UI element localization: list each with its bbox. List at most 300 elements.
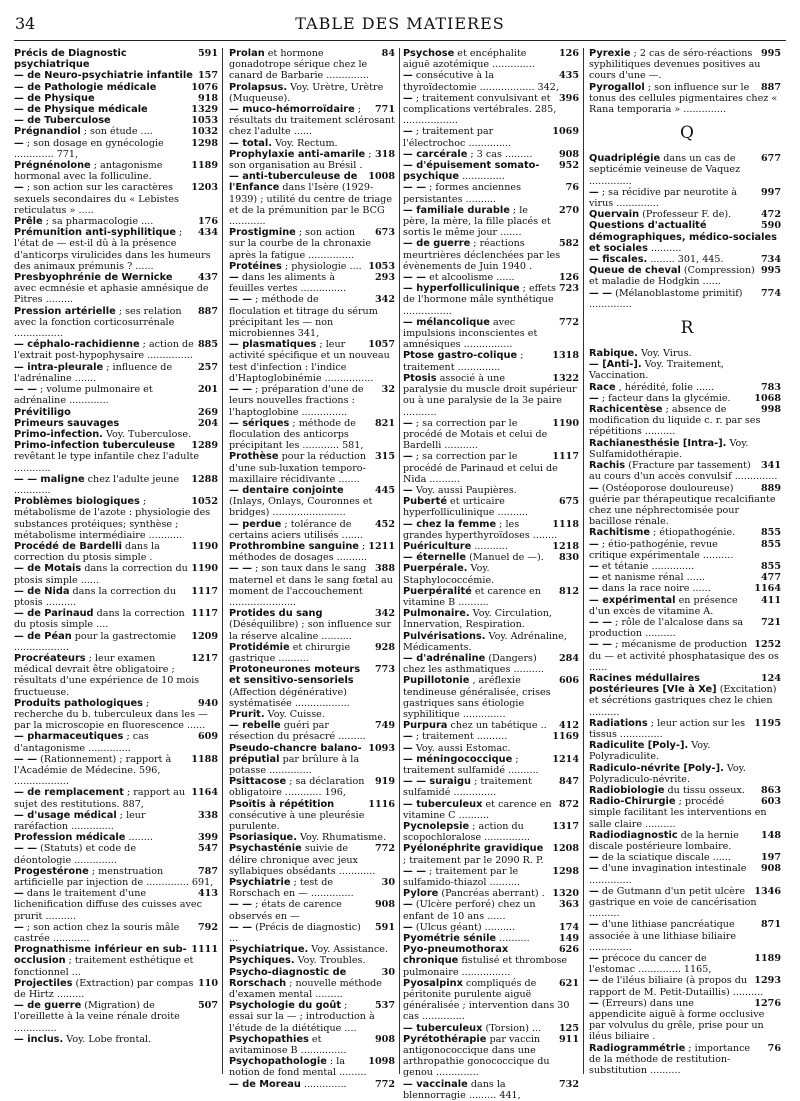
- page-reference: 507: [195, 1000, 218, 1011]
- page-reference: 1117: [188, 608, 218, 619]
- index-term: — carcérale: [403, 148, 468, 160]
- index-term: —: [403, 417, 413, 429]
- index-term: Pyrogallol: [589, 81, 645, 93]
- index-description: ; action du scopochloralose ...............: [403, 821, 530, 844]
- index-entry: [229, 272, 395, 294]
- index-description: (Fracture par tassement) au cours d'un accès convulsif ..............: [589, 460, 778, 483]
- page-reference: 918: [195, 93, 218, 104]
- index-description: ; tolérance de certains aciers utilisés .......: [229, 518, 363, 541]
- index-term: — —: [229, 294, 253, 306]
- index-entry: [229, 541, 395, 563]
- index-entry: [403, 720, 579, 731]
- page-reference: 396: [556, 93, 579, 104]
- index-description: compliqués de péritonite purulente aiguë généralisée ; intervention dans 30 cas ..............: [403, 977, 570, 1023]
- index-description: (Précis de diagnostic) ...: [229, 921, 361, 945]
- index-entry: [14, 787, 218, 809]
- index-entry: [589, 796, 781, 830]
- index-description: ..............: [303, 1078, 347, 1090]
- page-reference: 908: [372, 899, 395, 910]
- page-reference: 1190: [188, 541, 218, 552]
- index-description: dans les aliments à feuilles vertes ...............: [229, 272, 347, 295]
- index-description: (Affection dégénérative) systématisée ..................: [229, 686, 350, 709]
- page-reference: 1208: [549, 843, 579, 854]
- page-reference: 1298: [188, 138, 218, 149]
- page-reference: 1190: [188, 563, 218, 574]
- page-reference: 863: [758, 785, 781, 796]
- index-entry: [14, 586, 218, 608]
- index-entry: [403, 866, 579, 888]
- index-term: Produits pathologiques: [14, 697, 143, 709]
- index-term: — de Motais: [14, 563, 82, 575]
- index-term: Rachianesthésie [Intra-].: [589, 437, 727, 449]
- index-description: ; traitement ..........: [415, 731, 508, 743]
- index-description: ; rôle de l'alcalose dans sa production ..........: [589, 616, 744, 640]
- index-description: (Ulcère perforé) chez un enfant de 10 ans ......: [403, 899, 536, 922]
- index-description: et alcoolisme ......: [429, 272, 515, 284]
- index-term: Radiogrammétrie: [589, 1042, 686, 1054]
- index-description: ; métabolisme de l'azote : physiologie des substances protéiques; synthèse ; métabolisme intermédiaire ...........: [14, 496, 211, 541]
- index-term: Psychose: [403, 48, 455, 59]
- index-term: — méningococcique: [403, 753, 513, 765]
- index-description: ; importance de la méthode de restitution-substitution ..........: [589, 1042, 751, 1077]
- index-term: — perdue: [229, 518, 282, 530]
- index-entry: [589, 483, 781, 528]
- page-reference: 201: [195, 384, 218, 395]
- index-entry: [403, 451, 579, 485]
- index-entry: [229, 104, 395, 138]
- page-reference: 1218: [549, 541, 579, 552]
- index-entry: [14, 339, 218, 361]
- index-description: (Manuel de —).: [469, 552, 544, 564]
- index-term: Questions d'actualité démographiques, médico-sociales et sociales: [589, 220, 777, 254]
- index-term: Pression artérielle: [14, 305, 116, 317]
- page-reference: 787: [195, 866, 218, 877]
- index-description: et avitaminose B ...............: [229, 1033, 347, 1057]
- index-description: ; influence de l'adrénaline .......: [14, 361, 173, 384]
- index-term: —: [14, 137, 24, 149]
- page-reference: 1298: [549, 866, 579, 877]
- index-term: — —: [589, 639, 613, 651]
- index-term: —: [589, 583, 599, 595]
- page-reference: 148: [758, 830, 781, 841]
- index-description: ; son taux dans le sang maternel et dans le sang fœtal au moment de l'accouchement ......................: [229, 563, 393, 608]
- index-entry: [403, 552, 579, 563]
- index-description: Voy. Assistance.: [311, 944, 388, 956]
- index-description: avec impulsions inconscientes et amnésiques ................: [403, 316, 538, 351]
- page-reference: 1069: [549, 126, 579, 137]
- index-term: Prothèse: [229, 451, 279, 463]
- index-entry: [14, 496, 218, 541]
- index-term: Pyo-pneumothorax chronique: [403, 944, 509, 967]
- page-reference: 435: [556, 70, 579, 81]
- page-reference: 1203: [188, 182, 218, 193]
- index-term: — de Parinaud: [14, 608, 94, 620]
- index-term: Prostigmine: [229, 227, 296, 239]
- index-term: —: [589, 885, 599, 897]
- page-reference: 1164: [188, 787, 218, 798]
- index-entry: [14, 429, 218, 440]
- index-entry: [14, 82, 218, 93]
- index-description: ; procédé simple facilitant les interventions en salle claire ..........: [589, 796, 767, 830]
- index-term: — —: [403, 182, 427, 194]
- index-term: — vaccinale: [403, 1078, 468, 1090]
- page-reference: 908: [372, 1034, 395, 1045]
- index-term: —: [229, 272, 239, 284]
- page-reference: 342: [372, 294, 395, 305]
- page-reference: 413: [195, 888, 218, 899]
- index-term: Pyrexie: [589, 48, 631, 59]
- index-entry: [403, 519, 579, 541]
- index-description: ; traitement sulfamidé ..........: [403, 753, 539, 776]
- index-entry: [229, 1079, 395, 1090]
- page-reference: 1032: [188, 126, 218, 137]
- index-description: ; traitement par le 2090 R. P.: [403, 854, 544, 866]
- index-term: Psittacose: [229, 776, 287, 788]
- page-reference: 772: [372, 1079, 395, 1090]
- index-description: (Mélanoblastome primitif) ..............: [589, 287, 743, 310]
- index-entry: [589, 886, 781, 920]
- index-description: ; étio-pathogénie, revue critique expérimentale ..........: [589, 538, 734, 561]
- index-entry: [589, 187, 781, 209]
- index-term: — tuberculeux: [403, 798, 483, 810]
- page-reference: 677: [758, 153, 781, 164]
- index-entry: [589, 265, 781, 287]
- page-reference: 626: [556, 944, 579, 955]
- index-entry: [403, 160, 579, 182]
- index-entry: [403, 922, 579, 933]
- index-description: ; recherche du b. tuberculeux dans les — par la microscopie en fluorescence ......: [14, 697, 208, 732]
- index-description: Voy. Rectum.: [275, 137, 338, 149]
- index-term: —: [589, 863, 599, 875]
- index-description: (Ulcus géant) ..........: [415, 921, 516, 933]
- index-entry: [229, 563, 395, 608]
- page-reference: 32: [379, 384, 395, 395]
- index-entry: [14, 104, 218, 115]
- index-term: Psychasténie: [229, 843, 302, 855]
- index-entry: [14, 272, 218, 306]
- index-term: — —: [403, 272, 427, 284]
- index-description: (Dangers) chez les asthmatiques ..........: [403, 652, 544, 676]
- header-rule: [14, 40, 786, 41]
- index-term: — pharmaceutiques: [14, 731, 124, 743]
- page-reference: 940: [195, 698, 218, 709]
- index-term: — chez la femme: [403, 518, 497, 530]
- index-entry: [589, 539, 781, 561]
- page-reference: 437: [195, 272, 218, 283]
- index-description: revêtant le type infantile chez l'adulte ............: [14, 451, 200, 474]
- page-reference: 606: [556, 675, 579, 686]
- index-entry: [589, 975, 781, 997]
- index-entry: [14, 608, 218, 630]
- index-description: dans l'Isère (1929-1939) ; utilité du centre de triage et de la prémunition par le BCG ............: [229, 182, 392, 228]
- index-entry: [403, 205, 579, 239]
- index-entry: [589, 595, 781, 617]
- index-entry: [403, 821, 579, 843]
- index-description: suivie de délire chronique avec jeux syllabiques obsédants ............: [229, 843, 376, 877]
- index-description: ; cas d'antagonisme ..............: [14, 731, 149, 754]
- index-entry: [14, 306, 218, 340]
- index-description: ; volume pulmonaire et adrénaline .............: [14, 384, 153, 407]
- index-description: ; test de Rorschach en — ..............: [229, 877, 354, 900]
- index-description: (Inlays, Onlays, Couronnes et bridges) ........................: [229, 496, 373, 519]
- index-term: Pulvérisations.: [403, 630, 486, 642]
- index-description: ; leur examen médical devrait être obligatoire ; résultats d'une expérience de 10 mois fructueuse.: [14, 652, 200, 698]
- index-entry: [229, 294, 395, 339]
- index-term: Ptose gastro-colique: [403, 350, 518, 362]
- index-description: ; les grandes hyperthyroïdoses ........: [403, 518, 558, 541]
- page-reference: 603: [758, 796, 781, 807]
- index-term: —: [589, 572, 599, 584]
- page-reference: 1276: [751, 998, 781, 1009]
- index-description: guéri par résection du présacré .........: [229, 720, 366, 743]
- index-entry: [403, 485, 579, 496]
- index-description: Voy. Urètre, Urètre (Muqueuse).: [229, 81, 384, 104]
- index-term: —: [589, 482, 599, 494]
- index-term: Puériculture: [403, 540, 472, 552]
- index-entry: [589, 740, 781, 762]
- index-entry: [229, 799, 395, 833]
- index-entry: [403, 731, 579, 742]
- page-reference: 204: [195, 418, 218, 429]
- index-entry: [14, 216, 218, 227]
- index-term: —: [403, 921, 413, 933]
- index-description: ; antagonisme hormonal avec la folliculine.: [14, 160, 163, 183]
- index-term: —: [403, 126, 413, 138]
- index-description: et nanisme rénal ......: [601, 572, 705, 584]
- page-reference: 1053: [365, 261, 395, 272]
- index-description: ; 2 cas de séro-réactions syphilitiques devenues positives au cours d'une —.: [589, 48, 761, 82]
- index-description: ; effets de l'hormone mâle synthétique ................: [403, 283, 556, 317]
- index-entry: [403, 283, 579, 317]
- index-entry: [589, 209, 781, 220]
- index-description: (Professeur F. de).: [642, 209, 732, 221]
- index-entry: [589, 254, 781, 265]
- page-reference: 771: [372, 104, 395, 115]
- page-reference: 1093: [365, 743, 395, 754]
- index-description: ; traitement esthétique et fonctionnel ...: [14, 955, 194, 978]
- page-reference: 399: [195, 832, 218, 843]
- index-description: ; sa correction par le procédé de Motais et celui de Bardelli ...........: [403, 417, 548, 452]
- index-description: ; préparation d'une de leurs nouvelles fractions : l'haptoglobine ...............: [229, 384, 364, 418]
- page-reference: 908: [758, 863, 781, 874]
- index-entry: [14, 698, 218, 732]
- page-reference: 125: [556, 1023, 579, 1034]
- index-term: —: [589, 997, 599, 1009]
- index-entry: [14, 653, 218, 698]
- index-description: Voy. Polyradiculite.: [589, 740, 711, 763]
- index-entry: [14, 227, 218, 272]
- index-entry: [403, 317, 579, 351]
- index-description: ; formes anciennes persistantes ..........: [403, 182, 521, 205]
- index-entry: [229, 776, 395, 798]
- index-description: ; leur activité spécifique et un nouveau test d'infection : l'indice d'Haptoglobinémie ................: [229, 339, 390, 384]
- index-entry: [14, 631, 218, 653]
- index-description: ; traitement par l'électrochoc ..............: [403, 126, 512, 149]
- page-reference: 1289: [188, 440, 218, 451]
- index-entry: [403, 1079, 579, 1101]
- index-term: Prégnénolone: [14, 160, 91, 172]
- index-term: Puberté: [403, 496, 447, 508]
- index-entry: [403, 496, 579, 518]
- index-term: Presbyophrénie de Wernicke: [14, 272, 173, 284]
- index-term: — de guerre: [14, 1000, 82, 1012]
- index-entry: [14, 474, 218, 496]
- index-description: ; absence de modification du liquide c. r. par ses répétitions ..........: [589, 404, 761, 438]
- index-term: Prothrombine sanguine: [229, 540, 359, 552]
- index-description: par brûlure à la potasse ..............: [229, 753, 360, 776]
- index-term: — de guerre: [403, 238, 471, 250]
- page-reference: 1317: [549, 821, 579, 832]
- page-reference: 1068: [751, 393, 781, 404]
- index-term: Pseudo-chancre balano-préputial: [229, 742, 362, 765]
- page-reference: 1329: [188, 104, 218, 115]
- index-entry: [229, 664, 395, 709]
- page-reference: 1008: [365, 171, 395, 182]
- index-entry: [589, 617, 781, 639]
- index-description: ; son dosage en gynécologie ............. 771,: [14, 137, 164, 160]
- index-description: et carence en vitamine C ..........: [403, 798, 552, 821]
- index-term: — —: [589, 287, 613, 299]
- index-term: Quervain: [589, 209, 640, 221]
- page-reference: 1320: [549, 888, 579, 899]
- index-entry: [403, 776, 579, 798]
- index-term: Protides du sang: [229, 608, 323, 620]
- index-description: ..........: [499, 933, 530, 945]
- index-entry: [14, 866, 218, 888]
- page-reference: 830: [556, 552, 579, 563]
- index-entry: [403, 238, 579, 272]
- page-reference: 855: [758, 527, 781, 538]
- index-entry: [589, 438, 781, 460]
- index-term: — de Tuberculose: [14, 115, 111, 127]
- index-description: : la notion de fond mental .........: [229, 1056, 367, 1079]
- page-reference: 774: [758, 288, 781, 299]
- index-entry: [589, 863, 781, 885]
- index-term: Précis de Diagnostic psychiatrique: [14, 48, 127, 71]
- index-term: — fiscales.: [589, 254, 648, 266]
- index-term: Psycho-diagnostic de Rorschach: [229, 966, 347, 989]
- index-description: pour la gastrectomie ..................: [14, 630, 177, 653]
- page-reference: 887: [195, 306, 218, 317]
- index-description: de la hernie discale postérieure lombaire.: [589, 829, 739, 852]
- index-entry: [589, 288, 781, 310]
- page-reference: 1195: [751, 718, 781, 729]
- index-term: Protéines: [229, 260, 282, 272]
- index-description: Voy. Traitement, Vaccination.: [589, 359, 724, 382]
- index-term: —: [589, 392, 599, 404]
- index-entry: [229, 485, 395, 519]
- page-reference: 847: [556, 776, 579, 787]
- index-term: — inclus.: [14, 1033, 64, 1045]
- index-description: dans la correction du ptosis ..........: [14, 585, 177, 608]
- index-entry: [589, 561, 781, 572]
- index-description: (Migration) de l'oreillette à la veine rénale droite ..............: [14, 1000, 180, 1034]
- index-term: — d'usage médical: [14, 809, 117, 821]
- index-term: Psychopathies: [229, 1033, 309, 1045]
- index-description: ; sa récidive par neurotite à virus ..............: [589, 186, 738, 210]
- index-term: — anti-tuberculeuse de l'Enfance: [229, 171, 358, 194]
- index-entry: [14, 182, 218, 216]
- index-description: Voy. aussi Paupières.: [415, 484, 517, 496]
- page-reference: 30: [379, 877, 395, 888]
- index-description: ; physiologie ....: [284, 260, 362, 272]
- page-reference: 783: [758, 382, 781, 393]
- index-entry: [403, 70, 579, 92]
- index-term: Pyrétothérapie: [403, 1033, 487, 1045]
- index-entry: [403, 93, 579, 127]
- index-term: — de Nida: [14, 585, 70, 597]
- index-term: Profession médicale: [14, 832, 126, 844]
- index-description: ; étiopathogénie.: [653, 527, 736, 539]
- index-entry: [14, 115, 218, 126]
- index-description: précoce du cancer de l'estomac .............. 1165,: [589, 953, 712, 976]
- index-term: —: [589, 953, 599, 965]
- index-entry: [229, 171, 395, 227]
- index-entry: [403, 48, 579, 70]
- index-term: — de Pathologie médicale: [14, 81, 157, 93]
- page-reference: 749: [372, 720, 395, 731]
- index-description: (Ostéoporose douloureuse) guérie par thérapeutique recalcifiante chez une néphrectomisée pour bacillose rénale.: [589, 482, 776, 528]
- index-entry: [589, 348, 781, 359]
- index-entry: [229, 1056, 395, 1078]
- index-entry: [229, 227, 395, 261]
- index-entry: [403, 149, 579, 160]
- index-term: — de remplacement: [14, 787, 124, 799]
- index-term: Radiculite [Poly-].: [589, 740, 689, 752]
- index-description: ; l'état de — est-il dû à la présence d'anticorps virulicides dans les humeurs des animaux prémunis ? ......: [14, 227, 211, 272]
- page-reference: 1057: [365, 339, 395, 350]
- index-description: dans la blennorragie ......... 441,: [403, 1078, 521, 1101]
- page-reference: 149: [556, 933, 579, 944]
- page-reference: 792: [195, 922, 218, 933]
- page-reference: 1111: [188, 944, 218, 955]
- index-entry: [403, 1034, 579, 1079]
- page-reference: 952: [556, 160, 579, 171]
- index-description: ; traitement convulsivant et complications vertébrales. 285, ..................: [403, 92, 557, 127]
- index-description: et carence en vitamine B ..........: [403, 585, 541, 608]
- page-reference: 889: [758, 483, 781, 494]
- index-description: ; réactions meurtrières déclenchées par les évènements de Juin 1940 .: [403, 238, 561, 272]
- index-term: Progestérone: [14, 865, 89, 877]
- page-reference: 318: [372, 149, 395, 160]
- index-term: Projectiles: [14, 977, 73, 989]
- index-entry: [229, 138, 395, 149]
- index-term: —: [403, 731, 413, 743]
- index-term: Rabique.: [589, 348, 638, 360]
- index-description: (Torsion) ...: [485, 1022, 542, 1034]
- index-description: ; son étude ....: [83, 126, 153, 138]
- index-term: — —: [229, 921, 253, 933]
- index-term: Prolan: [229, 48, 265, 59]
- index-entry: [589, 998, 781, 1043]
- index-description: ; traitement ..............: [403, 350, 524, 373]
- page-reference: 1288: [188, 474, 218, 485]
- index-entry: [229, 955, 395, 966]
- index-term: Psychologie du goût: [229, 1000, 342, 1012]
- page-reference: 126: [556, 48, 579, 59]
- page-reference: 732: [556, 1079, 579, 1090]
- index-entry: [14, 48, 218, 70]
- index-term: —: [14, 921, 24, 933]
- index-description: ; nouvelle méthode d'examen mental .........: [229, 977, 382, 1001]
- page-reference: 1252: [751, 639, 781, 650]
- page-reference: 257: [195, 362, 218, 373]
- index-term: Quadriplégie: [589, 153, 661, 165]
- index-term: —: [403, 92, 413, 104]
- page-reference: 855: [758, 539, 781, 550]
- index-description: dans la correction du ptosis simple .: [14, 540, 160, 564]
- index-term: — [Anti-].: [589, 359, 642, 371]
